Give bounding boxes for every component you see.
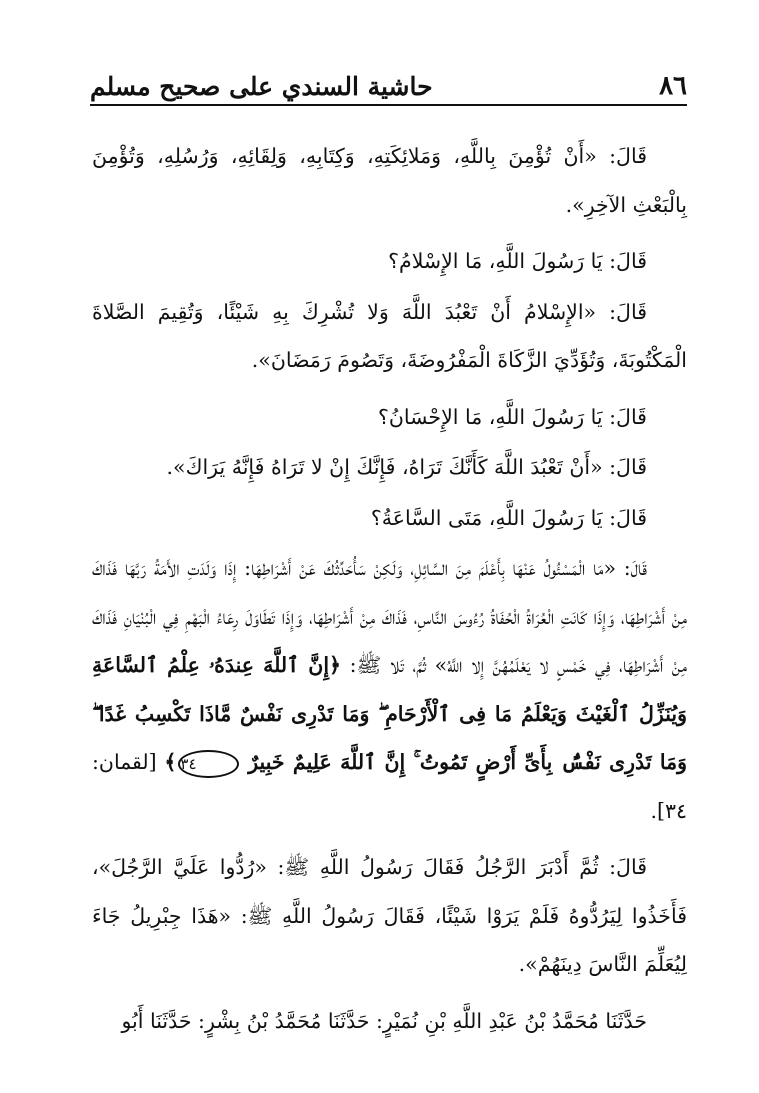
paragraph-hour: [92, 544, 687, 835]
paragraph-islam: قَالَ: «الإِسْلامُ أَنْ تَعْبُدَ اللَّهَ وَلا تُشْرِكَ بِهِ شَيْئًا، وَتُقِيمَ الصَّلاةَ الْمَكْتُوبَةَ، وَتُؤَدِّيَ الزَّكَاةَ الْمَفْرُوضَةَ، وَتَصُومَ رَمَضَانَ».: [92, 299, 687, 372]
running-title: حاشية السندي على صحيح مسلم: [90, 71, 433, 101]
paragraph-question-ihsan: قَالَ: يَا رَسُولَ اللَّهِ، مَا الإِحْسَانُ؟: [377, 404, 647, 429]
main-text: [92, 132, 687, 1053]
quran-citation: [لقمان: ٣٤].: [92, 750, 687, 823]
header-divider: [90, 104, 687, 106]
page-header: [90, 66, 687, 106]
paragraph-isnad: حَدَّثَنَا مُحَمَّدُ بْنُ عَبْدِ اللَّهِ بْنِ نُمَيْرٍ: حَدَّثَنَا مُحَمَّدُ بْنُ بِشْرٍ: حَدَّثَنَا أَبُو: [121, 1008, 647, 1033]
paragraph-iman: قَالَ: «أَنْ تُؤْمِنَ بِاللَّهِ، وَمَلائِكَتِهِ، وَكِتَابِهِ، وَلِقَائِهِ، وَرُسُلِهِ، وَتُؤْمِنَ بِالْبَعْثِ الآخِرِ».: [92, 144, 687, 217]
ayah-number-marker: ٣٤: [178, 750, 238, 778]
paragraph-ihsan: قَالَ: «أَنْ تَعْبُدَ اللَّهَ كَأَنَّكَ تَرَاهُ، فَإِنَّكَ إِنْ لا تَرَاهُ فَإِنَّهُ يَرَاكَ».: [166, 455, 647, 479]
page-number: ٨٦: [659, 71, 687, 101]
ayah-closing-bracket: ﴾: [164, 750, 177, 774]
paragraph-jibril: قَالَ: ثُمَّ أَدْبَرَ الرَّجُلُ فَقَالَ رَسُولُ اللَّهِ ﷺ: «رُدُّوا عَلَيَّ الرَّجُلَ»، فَأَخَذُوا لِيَرُدُّوهُ فَلَمْ يَرَوْا شَيْئًا، فَقَالَ رَسُولُ اللَّهِ ﷺ: «هَذَا جِبْرِيلُ جَاءَ لِيُعَلِّمَ النَّاسَ دِينَهُمْ».: [92, 855, 687, 976]
quran-ayah: ﴿إِنَّ ٱللَّهَ عِندَهُۥ عِلْمُ ٱلسَّاعَةِ وَيُنَزِّلُ ٱلْغَيْثَ وَيَعْلَمُ مَا فِى ٱلْأَرْحَامِ ۖ وَمَا تَدْرِى نَفْسٌ مَّاذَا تَكْسِبُ غَدًا ۖ وَمَا تَدْرِى نَفْسٌۢ بِأَىِّ أَرْضٍ تَمُوتُ ۚ إِنَّ ٱللَّهَ عَلِيمٌ خَبِيرٌ: [92, 653, 687, 774]
paragraph-question-islam: قَالَ: يَا رَسُولَ اللَّهِ، مَا الإِسْلامُ؟: [388, 249, 647, 273]
hour-answer-text: قَالَ: «مَا الْمَسْئُولُ عَنْهَا بِأَعْلَمَ مِنَ السَّائِلِ، وَلَكِنْ سَأُحَدِّثُكَ عَنْ أَشْرَاطِهَا: إِذَا وَلَدَتِ الأَمَةُ رَبَّهَا فَذَاكَ مِنْ أَشْرَاطِهَا، وَإِذَا كَانَتِ الْعُرَاةُ الْحُفَاةُ رُءُوسَ النَّاسِ، فَذَاكَ مِنْ أَشْرَاطِهَا، وَإِذَا تَطَاوَلَ رِعَاءُ الْبَهْمِ فِي الْبُنْيَانِ فَذَاكَ مِنْ أَشْرَاطِهَا، فِي خَمْسٍ لا يَعْلَمُهُنَّ إِلا اللَّهُ» ثُمَّ، تَلا ﷺ:: [92, 556, 687, 677]
paragraph-question-hour: قَالَ: يَا رَسُولَ اللَّهِ، مَتَى السَّاعَةُ؟: [370, 505, 647, 530]
